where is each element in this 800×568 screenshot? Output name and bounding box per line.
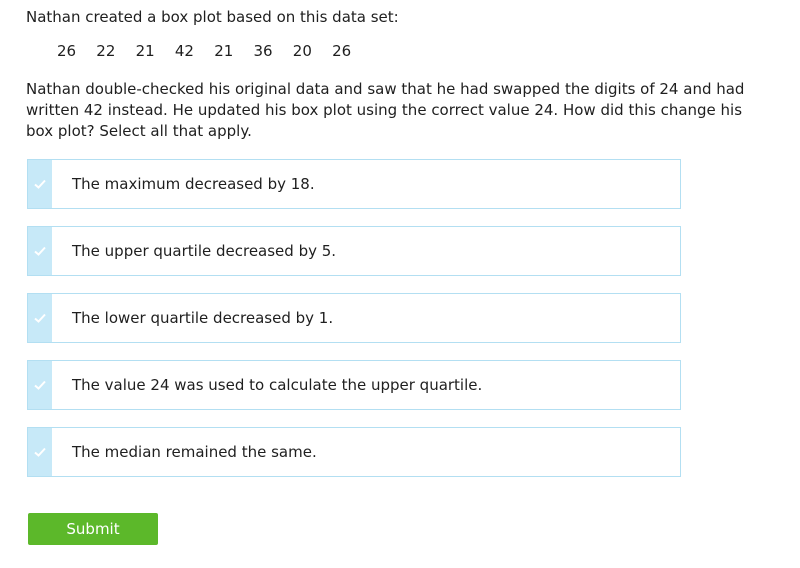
data-value: 42: [174, 42, 194, 60]
question-text: Nathan double-checked his original data and saw that he had swapped the digits of 24 and had written 42 instead. He updated his box plot using the correct value 24. How did this change his box plot? Select all that apply.: [26, 80, 745, 140]
data-value: 26: [332, 42, 352, 60]
answer-choice-1[interactable]: [27, 159, 681, 209]
prompt-text: Nathan created a box plot based on this data set:: [26, 8, 399, 26]
submit-button[interactable]: Submit: [28, 513, 158, 545]
checkmark-icon: [28, 294, 52, 342]
answer-choice-label: The median remained the same.: [72, 443, 317, 461]
checkmark-icon: [28, 227, 52, 275]
answer-choice-label: The lower quartile decreased by 1.: [72, 309, 334, 327]
data-value: 21: [135, 42, 155, 60]
checkmark-icon: [28, 160, 52, 208]
answer-choice-3[interactable]: [27, 293, 681, 343]
answer-choice-label: The value 24 was used to calculate the upper quartile.: [72, 376, 483, 394]
data-value: 26: [57, 42, 77, 60]
data-value: 36: [253, 42, 273, 60]
checkmark-icon: [28, 428, 52, 476]
answer-choice-label: The upper quartile decreased by 5.: [72, 242, 337, 260]
answer-choice-2[interactable]: [27, 226, 681, 276]
data-value: 20: [292, 42, 312, 60]
answer-choice-label: The maximum decreased by 18.: [72, 175, 315, 193]
data-set: [57, 41, 371, 61]
checkmark-icon: [28, 361, 52, 409]
data-value: 22: [96, 42, 116, 60]
data-value: 21: [214, 42, 234, 60]
answer-choice-5[interactable]: [27, 427, 681, 477]
answer-choice-4[interactable]: [27, 360, 681, 410]
